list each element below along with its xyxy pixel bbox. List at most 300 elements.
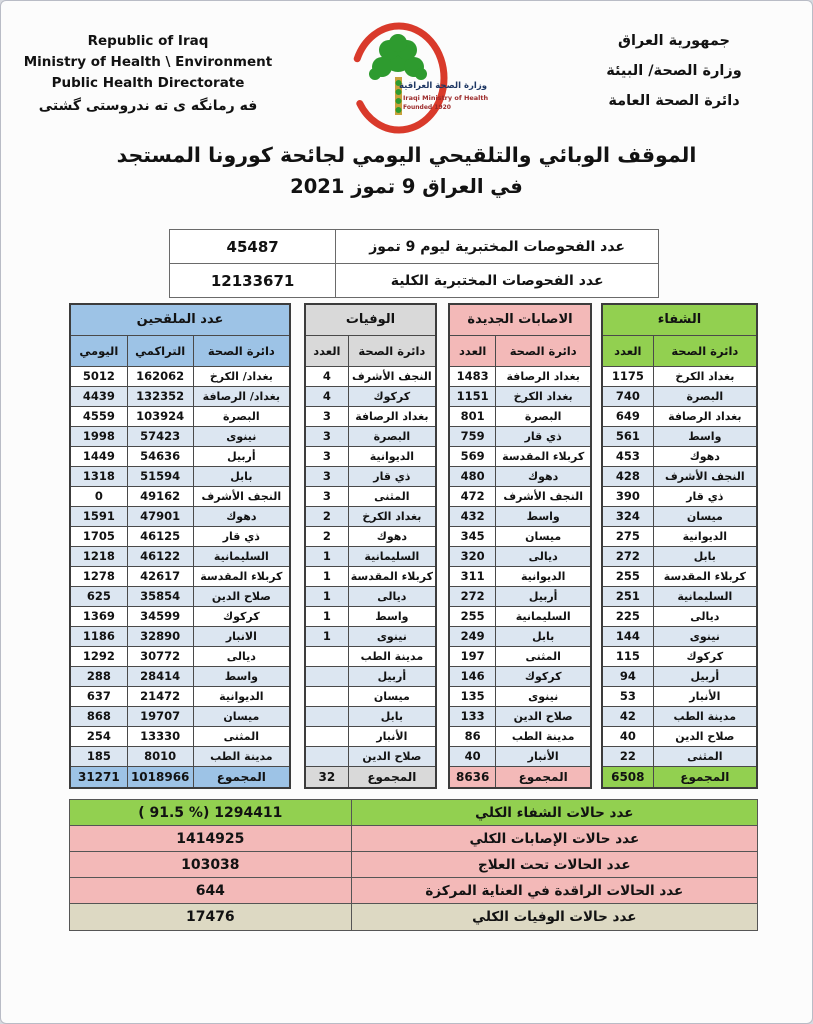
governorate-name-cell: الأنبار [653, 686, 757, 706]
count-cell: 4 [305, 366, 348, 386]
newcases-data-row [449, 646, 591, 666]
count-cell: 1449 [70, 446, 127, 466]
vaccinated-data-row [70, 406, 290, 426]
count-cell: 1175 [602, 366, 653, 386]
count-cell: 1278 [70, 566, 127, 586]
deaths-table [304, 303, 437, 789]
vaccinated-data-row [70, 666, 290, 686]
governorate-name-cell: ذي قار [193, 526, 290, 546]
governorate-name-cell: واسط [496, 506, 591, 526]
count-cell [305, 686, 348, 706]
governorate-name-cell: مدينة الطب [348, 646, 436, 666]
total-tests-value: 12133671 [170, 264, 336, 298]
governorate-name-cell: ميسان [496, 526, 591, 546]
governorate-name-cell: ديالى [348, 586, 436, 606]
summary-label: عدد حالات الإصابات الكلي [352, 826, 757, 851]
vaccinated-column-header: التراكمي [127, 335, 193, 366]
deaths-columns-row [305, 335, 436, 366]
governorate-name-cell: ذي قار [653, 486, 757, 506]
governorate-name-cell: كربلاء المقدسة [193, 566, 290, 586]
deaths-stat-table [304, 303, 437, 789]
recovered-stat-table [601, 303, 758, 789]
vaccinated-data-row [70, 706, 290, 726]
deaths-data-row [305, 566, 436, 586]
count-cell: 19707 [127, 706, 193, 726]
newcases-data-row [449, 706, 591, 726]
governorate-name-cell: ميسان [193, 706, 290, 726]
count-cell [305, 746, 348, 766]
governorate-name-cell: أربيل [348, 666, 436, 686]
count-cell: 3 [305, 426, 348, 446]
governorate-name-cell: البصرة [193, 406, 290, 426]
logo-caption-english: Iraqi Ministry of Health [403, 94, 489, 102]
governorate-name-cell: ديالى [496, 546, 591, 566]
header-arabic-line1: جمهورية العراق [617, 33, 731, 49]
newcases-data-row [449, 666, 591, 686]
count-cell: 47901 [127, 506, 193, 526]
governorate-name-cell: كركوك [348, 386, 436, 406]
count-cell: 345 [449, 526, 496, 546]
count-cell: 4439 [70, 386, 127, 406]
count-cell: 255 [602, 566, 653, 586]
governorate-name-cell: كركوك [193, 606, 290, 626]
governorate-name-cell: بغداد الرصافة [496, 366, 591, 386]
recovered-data-row [602, 626, 757, 646]
count-cell: 1 [305, 626, 348, 646]
governorate-name-cell: ذي قار [496, 426, 591, 446]
newcases-data-row [449, 426, 591, 446]
total-count-cell: 32 [305, 766, 348, 788]
governorate-name-cell: بغداد الرصافة [653, 406, 757, 426]
daily-tests-value: 45487 [170, 230, 336, 264]
count-cell: 453 [602, 446, 653, 466]
summary-value: 1414925 [70, 826, 352, 851]
count-cell [305, 666, 348, 686]
report-title-line1: الموقف الوبائي والتلقيحي اليومي لجائحة كورونا المستجد [116, 143, 697, 167]
vaccinated-data-row [70, 686, 290, 706]
deaths-data-row [305, 386, 436, 406]
vaccinated-data-row [70, 726, 290, 746]
deaths-data-row [305, 646, 436, 666]
recovered-data-row [602, 586, 757, 606]
deaths-column-header: دائرة الصحة [348, 335, 436, 366]
deaths-data-row [305, 726, 436, 746]
count-cell: 34599 [127, 606, 193, 626]
count-cell: 53 [602, 686, 653, 706]
count-cell: 4559 [70, 406, 127, 426]
count-cell: 637 [70, 686, 127, 706]
count-cell: 132352 [127, 386, 193, 406]
count-cell: 275 [602, 526, 653, 546]
count-cell [305, 726, 348, 746]
logo-caption-arabic: وزارة الصحة العراقية [399, 81, 487, 91]
logo-founded-text: Founded 1920 [403, 104, 451, 111]
count-cell: 51594 [127, 466, 193, 486]
newcases-data-row [449, 606, 591, 626]
total-label-cell: المجموع [496, 766, 591, 788]
count-cell: 1 [305, 546, 348, 566]
deaths-data-row [305, 686, 436, 706]
newcases-total-row [449, 766, 591, 788]
count-cell: 54636 [127, 446, 193, 466]
count-cell: 8010 [127, 746, 193, 766]
governorate-name-cell: المثنى [496, 646, 591, 666]
vaccinated-columns-row [70, 335, 290, 366]
governorate-name-cell: الديوانية [653, 526, 757, 546]
vaccinated-column-header: اليومي [70, 335, 127, 366]
newcases-column-header: العدد [449, 335, 496, 366]
governorate-name-cell: دهوك [348, 526, 436, 546]
recovered-column-header: العدد [602, 335, 653, 366]
recovered-data-row [602, 446, 757, 466]
vaccinated-data-row [70, 606, 290, 626]
recovered-data-row [602, 666, 757, 686]
count-cell: 94 [602, 666, 653, 686]
governorate-name-cell: بابل [496, 626, 591, 646]
vaccinated-data-row [70, 566, 290, 586]
governorate-name-cell: واسط [653, 426, 757, 446]
vaccinated-data-row [70, 506, 290, 526]
governorate-name-cell: المثنى [193, 726, 290, 746]
report-title [1, 143, 812, 198]
deaths-data-row [305, 586, 436, 606]
governorate-name-cell: النجف الأشرف [653, 466, 757, 486]
governorate-name-cell: بابل [653, 546, 757, 566]
governorate-name-cell: كركوك [653, 646, 757, 666]
header-english-line2: Ministry of Health \ Environment [23, 53, 273, 70]
summary-value: 644 [70, 878, 352, 903]
recovered-data-row [602, 546, 757, 566]
count-cell: 1705 [70, 526, 127, 546]
governorate-name-cell: واسط [193, 666, 290, 686]
governorate-name-cell: نينوى [348, 626, 436, 646]
deaths-table-title: الوفيات [305, 304, 436, 335]
vaccinated-data-row [70, 526, 290, 546]
governorate-name-cell: كركوك [496, 666, 591, 686]
vaccinated-data-row [70, 386, 290, 406]
governorate-name-cell: النجف الأشرف [348, 366, 436, 386]
count-cell: 3 [305, 446, 348, 466]
vaccinated-data-row [70, 486, 290, 506]
governorate-name-cell: صلاح الدين [653, 726, 757, 746]
count-cell: 320 [449, 546, 496, 566]
newcases-data-row [449, 686, 591, 706]
governorate-name-cell: بابل [348, 706, 436, 726]
vaccinated-data-row [70, 746, 290, 766]
deaths-data-row [305, 746, 436, 766]
governorate-name-cell: بغداد الكرخ [496, 386, 591, 406]
vaccinated-data-row [70, 446, 290, 466]
count-cell [305, 706, 348, 726]
summary-value: 17476 [70, 904, 352, 930]
governorate-name-cell: السليمانية [496, 606, 591, 626]
count-cell: 272 [449, 586, 496, 606]
total-tests-label: عدد الفحوصات المختبرية الكلية [336, 264, 659, 298]
recovered-data-row [602, 486, 757, 506]
governorate-name-cell: ميسان [348, 686, 436, 706]
total-count-cell: 6508 [602, 766, 653, 788]
recovered-data-row [602, 386, 757, 406]
count-cell: 144 [602, 626, 653, 646]
deaths-total-row [305, 766, 436, 788]
governorate-name-cell: الديوانية [348, 446, 436, 466]
count-cell: 311 [449, 566, 496, 586]
vaccinated-data-row [70, 426, 290, 446]
governorate-name-cell: أربيل [496, 586, 591, 606]
logo-caption [399, 81, 489, 111]
table-row [170, 230, 659, 264]
deaths-data-row [305, 526, 436, 546]
count-cell: 46122 [127, 546, 193, 566]
vaccinated-data-row [70, 466, 290, 486]
deaths-data-row [305, 626, 436, 646]
newcases-data-row [449, 526, 591, 546]
governorate-name-cell: بغداد/ الرصافة [193, 386, 290, 406]
newcases-data-row [449, 366, 591, 386]
count-cell: 1 [305, 586, 348, 606]
count-cell: 625 [70, 586, 127, 606]
summary-label: عدد حالات الوفيات الكلي [352, 904, 757, 930]
deaths-data-row [305, 606, 436, 626]
recovered-total-row [602, 766, 757, 788]
summary-row [70, 852, 757, 878]
count-cell: 40 [449, 746, 496, 766]
governorate-name-cell: دهوك [653, 446, 757, 466]
deaths-data-row [305, 666, 436, 686]
recovered-data-row [602, 426, 757, 446]
newcases-stat-table [448, 303, 592, 789]
recovered-data-row [602, 746, 757, 766]
recovered-data-row [602, 686, 757, 706]
header-english-line3: Public Health Directorate [51, 74, 245, 91]
deaths-data-row [305, 466, 436, 486]
vaccinated-stat-table [69, 303, 291, 789]
governorate-name-cell: مدينة الطب [653, 706, 757, 726]
governorate-name-cell: بغداد الرصافة [348, 406, 436, 426]
governorate-name-cell: الديوانية [496, 566, 591, 586]
deaths-title-row [305, 304, 436, 335]
count-cell: 868 [70, 706, 127, 726]
count-cell: 272 [602, 546, 653, 566]
count-cell: 40 [602, 726, 653, 746]
governorate-name-cell: دهوك [193, 506, 290, 526]
count-cell: 197 [449, 646, 496, 666]
count-cell [305, 646, 348, 666]
deaths-data-row [305, 486, 436, 506]
count-cell: 3 [305, 406, 348, 426]
newcases-data-row [449, 446, 591, 466]
governorate-name-cell: السليمانية [348, 546, 436, 566]
total-count-cell: 1018966 [127, 766, 193, 788]
recovered-table-title: الشفاء [602, 304, 757, 335]
report-title-line2: في العراق 9 تموز 2021 [290, 175, 523, 198]
count-cell: 324 [602, 506, 653, 526]
count-cell: 740 [602, 386, 653, 406]
count-cell: 249 [449, 626, 496, 646]
governorate-name-cell: البصرة [653, 386, 757, 406]
recovered-data-row [602, 706, 757, 726]
summary-row [70, 826, 757, 852]
governorate-name-cell: بغداد/ الكرخ [193, 366, 290, 386]
vaccinated-column-header: دائرة الصحة [193, 335, 290, 366]
total-label-cell: المجموع [653, 766, 757, 788]
count-cell: 480 [449, 466, 496, 486]
recovered-data-row [602, 506, 757, 526]
crescent-tree-icon [337, 19, 487, 137]
governorate-name-cell: أربيل [653, 666, 757, 686]
header-arabic-block [574, 33, 774, 123]
count-cell: 2 [305, 526, 348, 546]
count-cell: 30772 [127, 646, 193, 666]
recovered-columns-row [602, 335, 757, 366]
count-cell: 432 [449, 506, 496, 526]
vaccinated-data-row [70, 366, 290, 386]
newcases-table-title: الاصابات الجديدة [449, 304, 591, 335]
count-cell: 115 [602, 646, 653, 666]
governorate-name-cell: النجف الأشرف [193, 486, 290, 506]
count-cell: 1 [305, 606, 348, 626]
recovered-column-header: دائرة الصحة [653, 335, 757, 366]
vaccinated-table [69, 303, 291, 789]
total-label-cell: المجموع [193, 766, 290, 788]
newcases-data-row [449, 726, 591, 746]
governorate-name-cell: بابل [193, 466, 290, 486]
governorate-name-cell: نينوى [193, 426, 290, 446]
count-cell: 1218 [70, 546, 127, 566]
deaths-data-row [305, 706, 436, 726]
vaccinated-data-row [70, 586, 290, 606]
count-cell: 46125 [127, 526, 193, 546]
newcases-data-row [449, 626, 591, 646]
newcases-data-row [449, 486, 591, 506]
governorate-name-cell: المثنى [348, 486, 436, 506]
count-cell: 255 [449, 606, 496, 626]
count-cell: 146 [449, 666, 496, 686]
summary-label: عدد الحالات الراقدة في العناية المركزة [352, 878, 757, 903]
governorate-name-cell: صلاح الدين [348, 746, 436, 766]
totals-summary-table [69, 799, 758, 931]
count-cell: 288 [70, 666, 127, 686]
count-cell: 1292 [70, 646, 127, 666]
header-english-line1: Republic of Iraq [87, 33, 209, 49]
governorate-name-cell: الأنبار [496, 746, 591, 766]
count-cell: 22 [602, 746, 653, 766]
count-cell: 254 [70, 726, 127, 746]
count-cell: 13330 [127, 726, 193, 746]
count-cell: 1151 [449, 386, 496, 406]
count-cell: 225 [602, 606, 653, 626]
count-cell: 162062 [127, 366, 193, 386]
count-cell: 472 [449, 486, 496, 506]
total-count-cell: 31271 [70, 766, 127, 788]
vaccinated-data-row [70, 626, 290, 646]
deaths-column-header: العدد [305, 335, 348, 366]
vaccinated-table-title: عدد الملقحين [70, 304, 290, 335]
recovered-data-row [602, 406, 757, 426]
total-label-cell: المجموع [348, 766, 436, 788]
governorate-name-cell: ديالى [193, 646, 290, 666]
governorate-name-cell: الأنبار [348, 726, 436, 746]
deaths-data-row [305, 366, 436, 386]
count-cell: 185 [70, 746, 127, 766]
count-cell: 4 [305, 386, 348, 406]
newcases-data-row [449, 546, 591, 566]
deaths-data-row [305, 406, 436, 426]
governorate-name-cell: أربيل [193, 446, 290, 466]
count-cell: 42 [602, 706, 653, 726]
count-cell: 1591 [70, 506, 127, 526]
summary-row [70, 904, 757, 930]
deaths-data-row [305, 506, 436, 526]
count-cell: 3 [305, 486, 348, 506]
newcases-title-row [449, 304, 591, 335]
count-cell: 133 [449, 706, 496, 726]
count-cell: 5012 [70, 366, 127, 386]
governorate-name-cell: مدينة الطب [193, 746, 290, 766]
newcases-data-row [449, 566, 591, 586]
count-cell: 1318 [70, 466, 127, 486]
ministry-of-health-logo [337, 19, 487, 137]
summary-row [70, 878, 757, 904]
count-cell: 57423 [127, 426, 193, 446]
deaths-data-row [305, 426, 436, 446]
vaccinated-data-row [70, 546, 290, 566]
header-arabic-line2: وزارة الصحة/ البيئة [606, 63, 742, 79]
vaccinated-total-row [70, 766, 290, 788]
count-cell: 428 [602, 466, 653, 486]
governorate-name-cell: السليمانية [653, 586, 757, 606]
count-cell: 2 [305, 506, 348, 526]
governorate-name-cell: البصرة [348, 426, 436, 446]
vaccinated-data-row [70, 646, 290, 666]
lab-tests-table [169, 229, 659, 298]
recovered-data-row [602, 566, 757, 586]
recovered-data-row [602, 726, 757, 746]
recovered-data-row [602, 606, 757, 626]
governorate-name-cell: ذي قار [348, 466, 436, 486]
newcases-data-row [449, 406, 591, 426]
summary-label: عدد الحالات تحت العلاج [352, 852, 757, 877]
governorate-name-cell: ديالى [653, 606, 757, 626]
count-cell: 28414 [127, 666, 193, 686]
newcases-data-row [449, 746, 591, 766]
summary-value: ( 91.5 %) 1294411 [70, 800, 352, 825]
count-cell: 35854 [127, 586, 193, 606]
governorate-name-cell: المثنى [653, 746, 757, 766]
count-cell: 1186 [70, 626, 127, 646]
deaths-data-row [305, 446, 436, 466]
summary-label: عدد حالات الشفاء الكلي [352, 800, 757, 825]
governorate-name-cell: واسط [348, 606, 436, 626]
count-cell: 0 [70, 486, 127, 506]
count-cell: 32890 [127, 626, 193, 646]
daily-tests-label: عدد الفحوصات المختبرية ليوم 9 تموز [336, 230, 659, 264]
count-cell: 561 [602, 426, 653, 446]
governorate-name-cell: صلاح الدين [496, 706, 591, 726]
count-cell: 569 [449, 446, 496, 466]
count-cell: 86 [449, 726, 496, 746]
governorate-name-cell: كربلاء المقدسة [496, 446, 591, 466]
governorate-name-cell: كربلاء المقدسة [653, 566, 757, 586]
summary-value: 103038 [70, 852, 352, 877]
governorate-name-cell: بغداد الكرخ [653, 366, 757, 386]
count-cell: 1 [305, 566, 348, 586]
recovered-data-row [602, 366, 757, 386]
governorate-name-cell: الديوانية [193, 686, 290, 706]
recovered-table [601, 303, 758, 789]
governorate-name-cell: الانبار [193, 626, 290, 646]
table-row [170, 264, 659, 298]
